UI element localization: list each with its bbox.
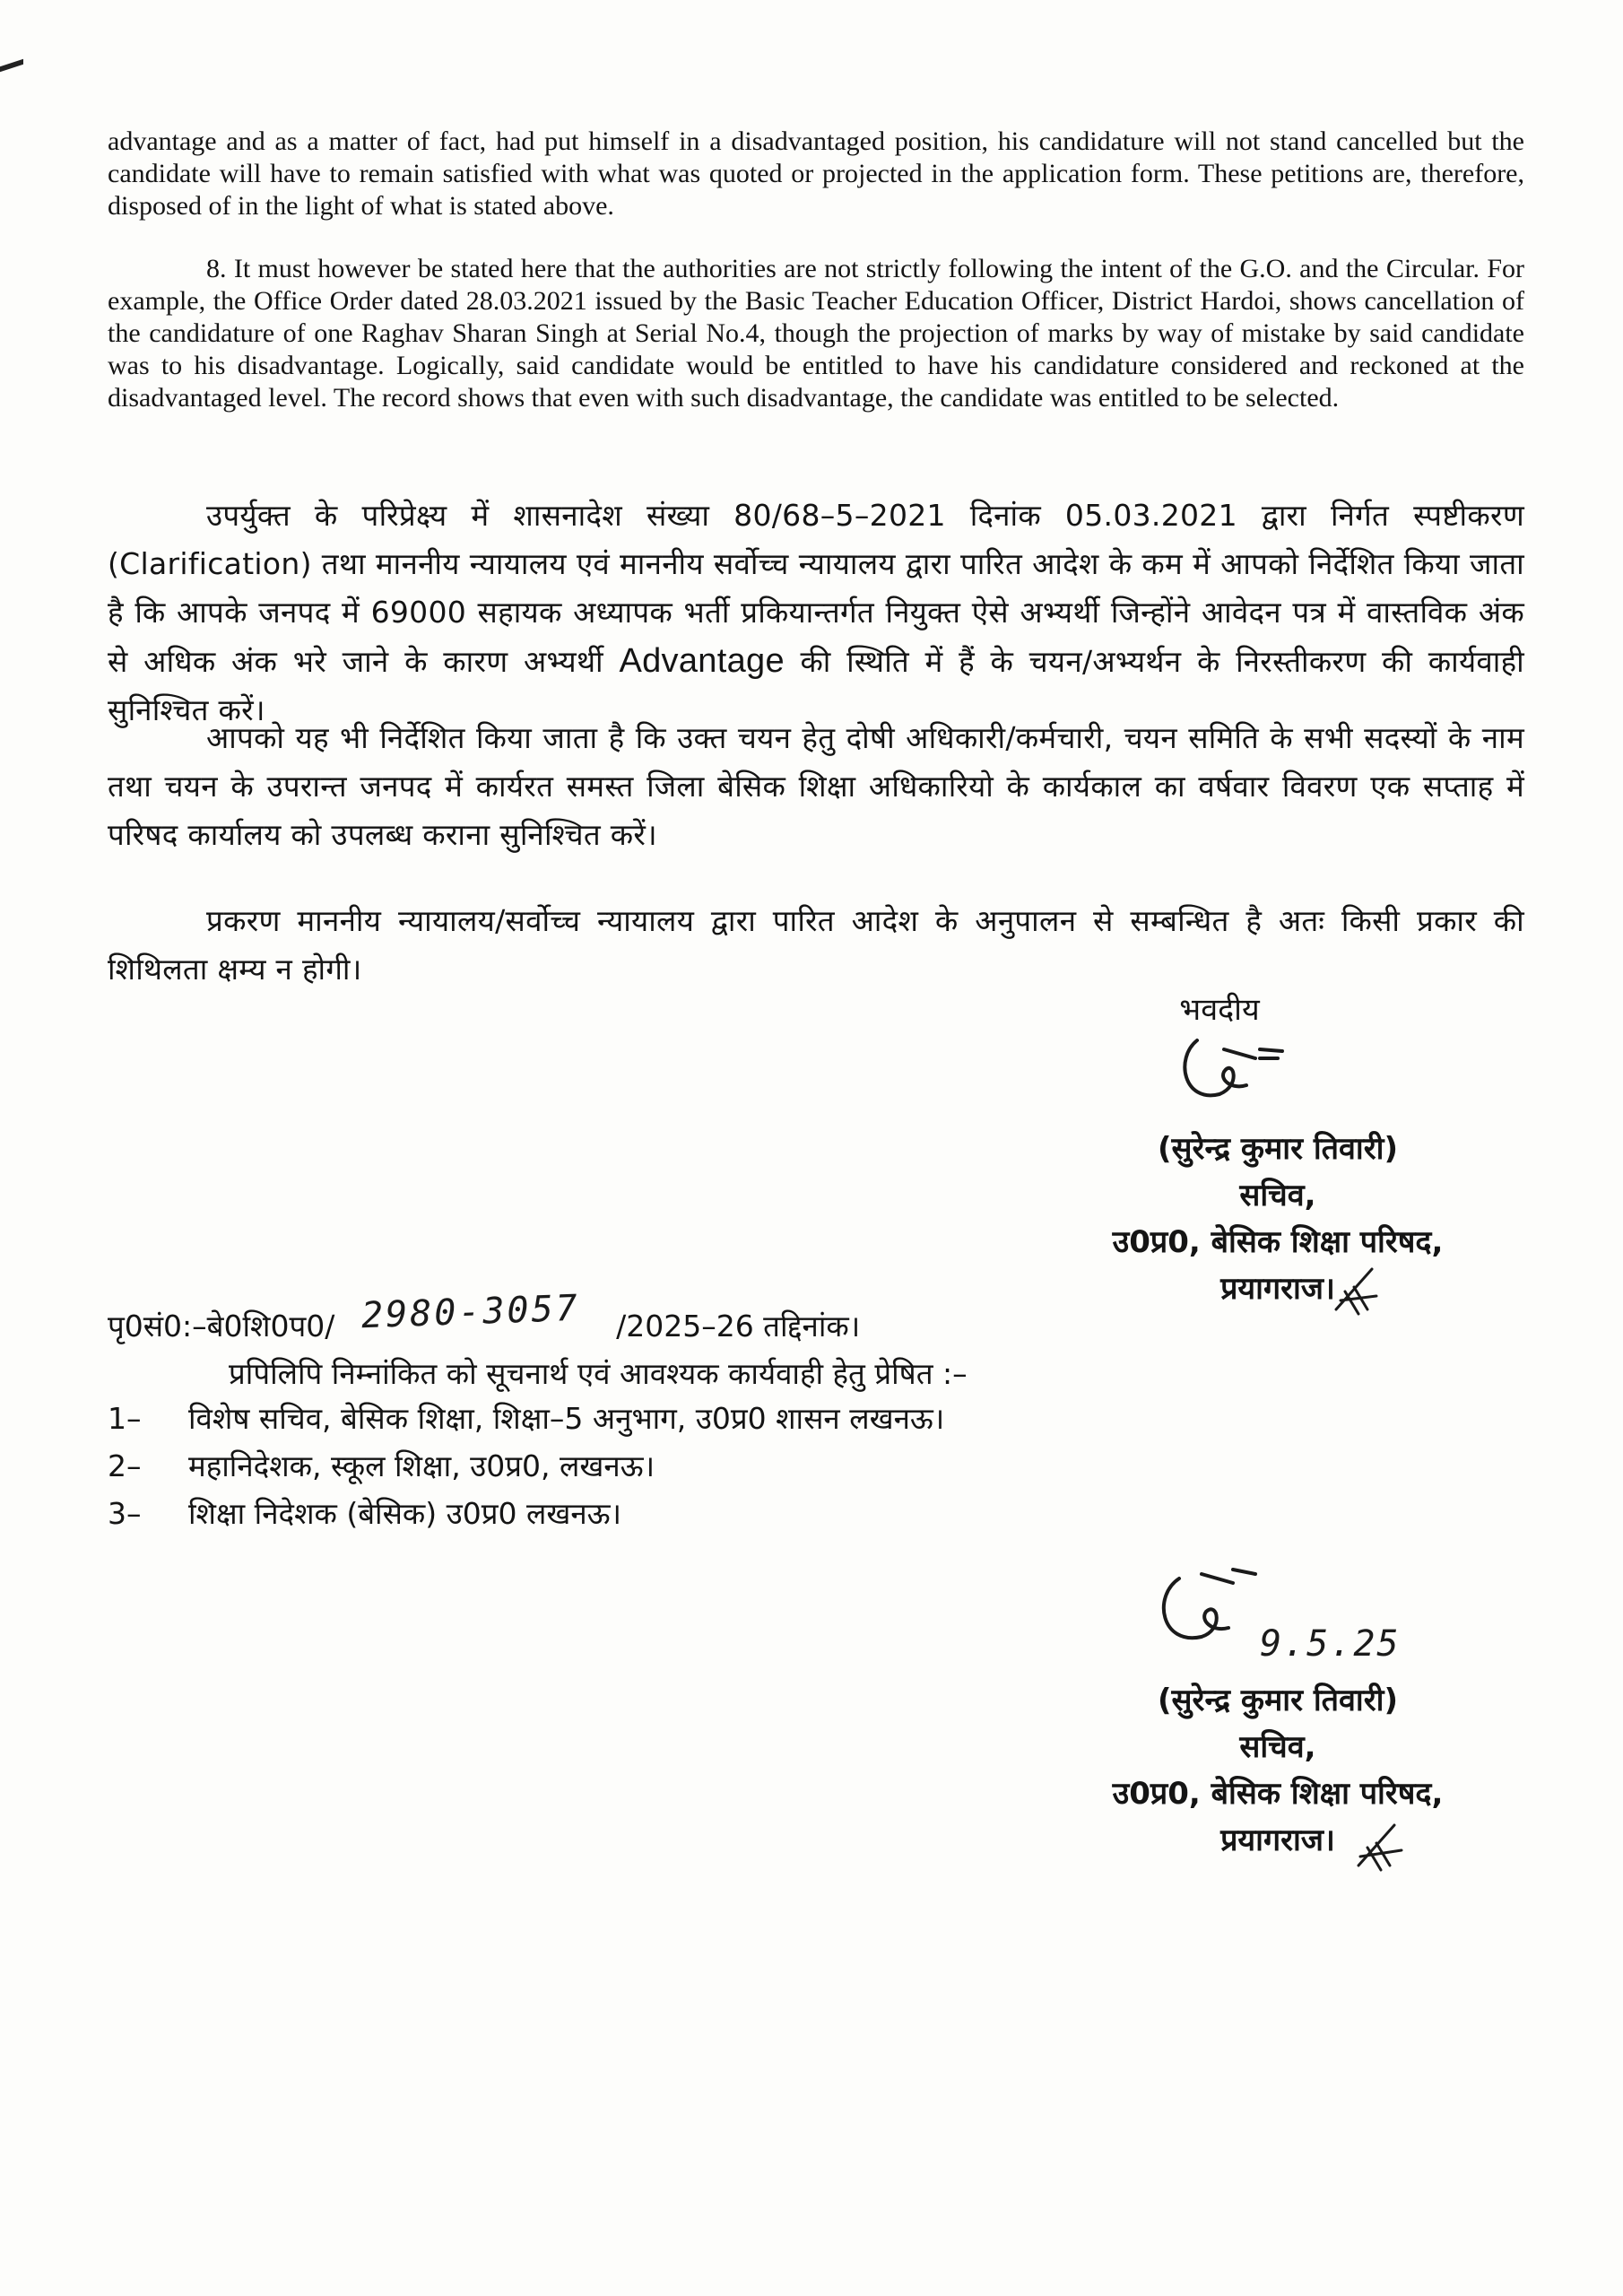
list-item: [108, 1442, 944, 1490]
handwritten-date: 9.5.25: [1260, 1623, 1401, 1665]
advantage-word: Advantage: [619, 642, 785, 680]
signatory-designation: सचिव,: [1239, 1178, 1316, 1213]
signatory-designation: सचिव,: [1239, 1729, 1316, 1765]
recipient-text: विशेष सचिव, बेसिक शिक्षा, शिक्षा–5 अनुभाग, उ0प्र0 शासन लखनऊ।: [188, 1401, 945, 1436]
initial-mark-1: [1327, 1260, 1390, 1323]
signature-1-mark: [1170, 1022, 1296, 1121]
recipient-number: 3–: [108, 1496, 142, 1531]
hindi-paragraph-directive-text: उपर्युक्त के परिप्रेक्ष्य में शासनादेश संख्या 80/68–5–2021 दिनांक 05.03.2021 द्वारा निर्गत स्पष्टीकरण (Clarification) तथा माननीय न्यायालय एवं माननीय सर्वोच्च न्यायालय द्वारा पारित आदेश के कम में आपको निर्देशित किया जाता है कि आपके जनपद में 69000 सहायक अध्यापक भर्ती प्रकियान्तर्गत नियुक्त ऐसे अभ्यर्थी जिन्होंने आवेदन पत्र में वास्तविक अंक से अधिक अंक भरे जाने के कारण अभ्यर्थी: [108, 498, 1524, 679]
list-item: [108, 1490, 944, 1537]
recipient-text: शिक्षा निदेशक (बेसिक) उ0प्र0 लखनऊ।: [188, 1496, 622, 1531]
english-paragraph-continuation: advantage and as a matter of fact, had put himself in a disadvantaged position, his candidature will not stand cancelled but the candidate will have to remain satisfied with what was quoted or projected in the application form. These petitions are, therefore, disposed of in the light of what is stated above.: [108, 126, 1524, 221]
copy-forwarding-intro: प्रपिलिपि निम्नांकित को सूचनार्थ एवं आवश्यक कार्यवाही हेतु प्रेषित :–: [229, 1356, 968, 1391]
recipient-number: 2–: [108, 1448, 142, 1483]
signatory-place: प्रयागराज।: [1220, 1822, 1335, 1858]
hindi-paragraph-directive-text-end: की स्थिति में हैं के चयन/अभ्यर्थन के निरस्तीकरण की कार्यवाही सुनिश्चित करें।: [108, 644, 1524, 727]
initial-mark-2: [1350, 1816, 1412, 1879]
signatory-office: उ0प्र0, बेसिक शिक्षा परिषद,: [1112, 1776, 1444, 1812]
reference-number-line: [108, 1287, 1094, 1351]
copy-recipient-list: [108, 1395, 944, 1537]
english-paragraph-8: 8. It must however be stated here that the authorities are not strictly following the intent of the G.O. and the Circular. For example, the Office Order dated 28.03.2021 issued by the Basic Teacher Education Officer, District Hardoi, shows cancellation of the candidature of one Raghav Sharan Singh at Serial No.4, though the projection of marks by way of mistake by said candidate was to his disadvantage. Logically, said candidate would be entitled to have his candidature considered and reckoned at the disadvantaged level. The record shows that even with such disadvantage, the candidate was entitled to be selected.: [108, 254, 1524, 413]
signatory-place: प्रयागराज।: [1220, 1271, 1335, 1307]
reference-suffix: /2025–26 तद्दिनांक।: [616, 1309, 861, 1344]
reference-prefix: पृ0सं0:–बे0शि0प0/: [108, 1309, 335, 1344]
page-corner-mark: [0, 59, 23, 83]
recipient-number: 1–: [108, 1401, 142, 1436]
signatory-name: (सुरेन्द्र कुमार तिवारी): [1158, 1683, 1398, 1718]
signatory-name: (सुरेन्द्र कुमार तिवारी): [1158, 1131, 1398, 1167]
signature-1-block: [1089, 1126, 1466, 1312]
handwritten-dispatch-number: 2980-3057: [360, 1287, 581, 1337]
list-item: [108, 1395, 944, 1442]
hindi-paragraph-compliance: प्रकरण माननीय न्यायालय/सर्वोच्च न्यायालय द्वारा पारित आदेश के अनुपालन से सम्बन्धित है अतः किसी प्रकार की शिथिलता क्षम्य न होगी।: [108, 903, 1524, 987]
hindi-paragraph-details-request: आपको यह भी निर्देशित किया जाता है कि उक्त चयन हेतु दोषी अधिकारी/कर्मचारी, चयन समिति के सभी सदस्यों के नाम तथा चयन के उपरान्त जनपद में कार्यरत समस्त जिला बेसिक शिक्षा अधिकारियो के कार्यकाल का वर्षवार विवरण एक सप्ताह में परिषद कार्यालय को उपलब्ध कराना सुनिश्चित करें।: [108, 720, 1524, 852]
signatory-office: उ0प्र0, बेसिक शिक्षा परिषद,: [1112, 1224, 1444, 1260]
closing-text: भवदीय: [1179, 992, 1260, 1028]
hindi-paragraph-directive: [108, 491, 1524, 735]
recipient-text: महानिदेशक, स्कूल शिक्षा, उ0प्र0, लखनऊ।: [188, 1448, 655, 1483]
